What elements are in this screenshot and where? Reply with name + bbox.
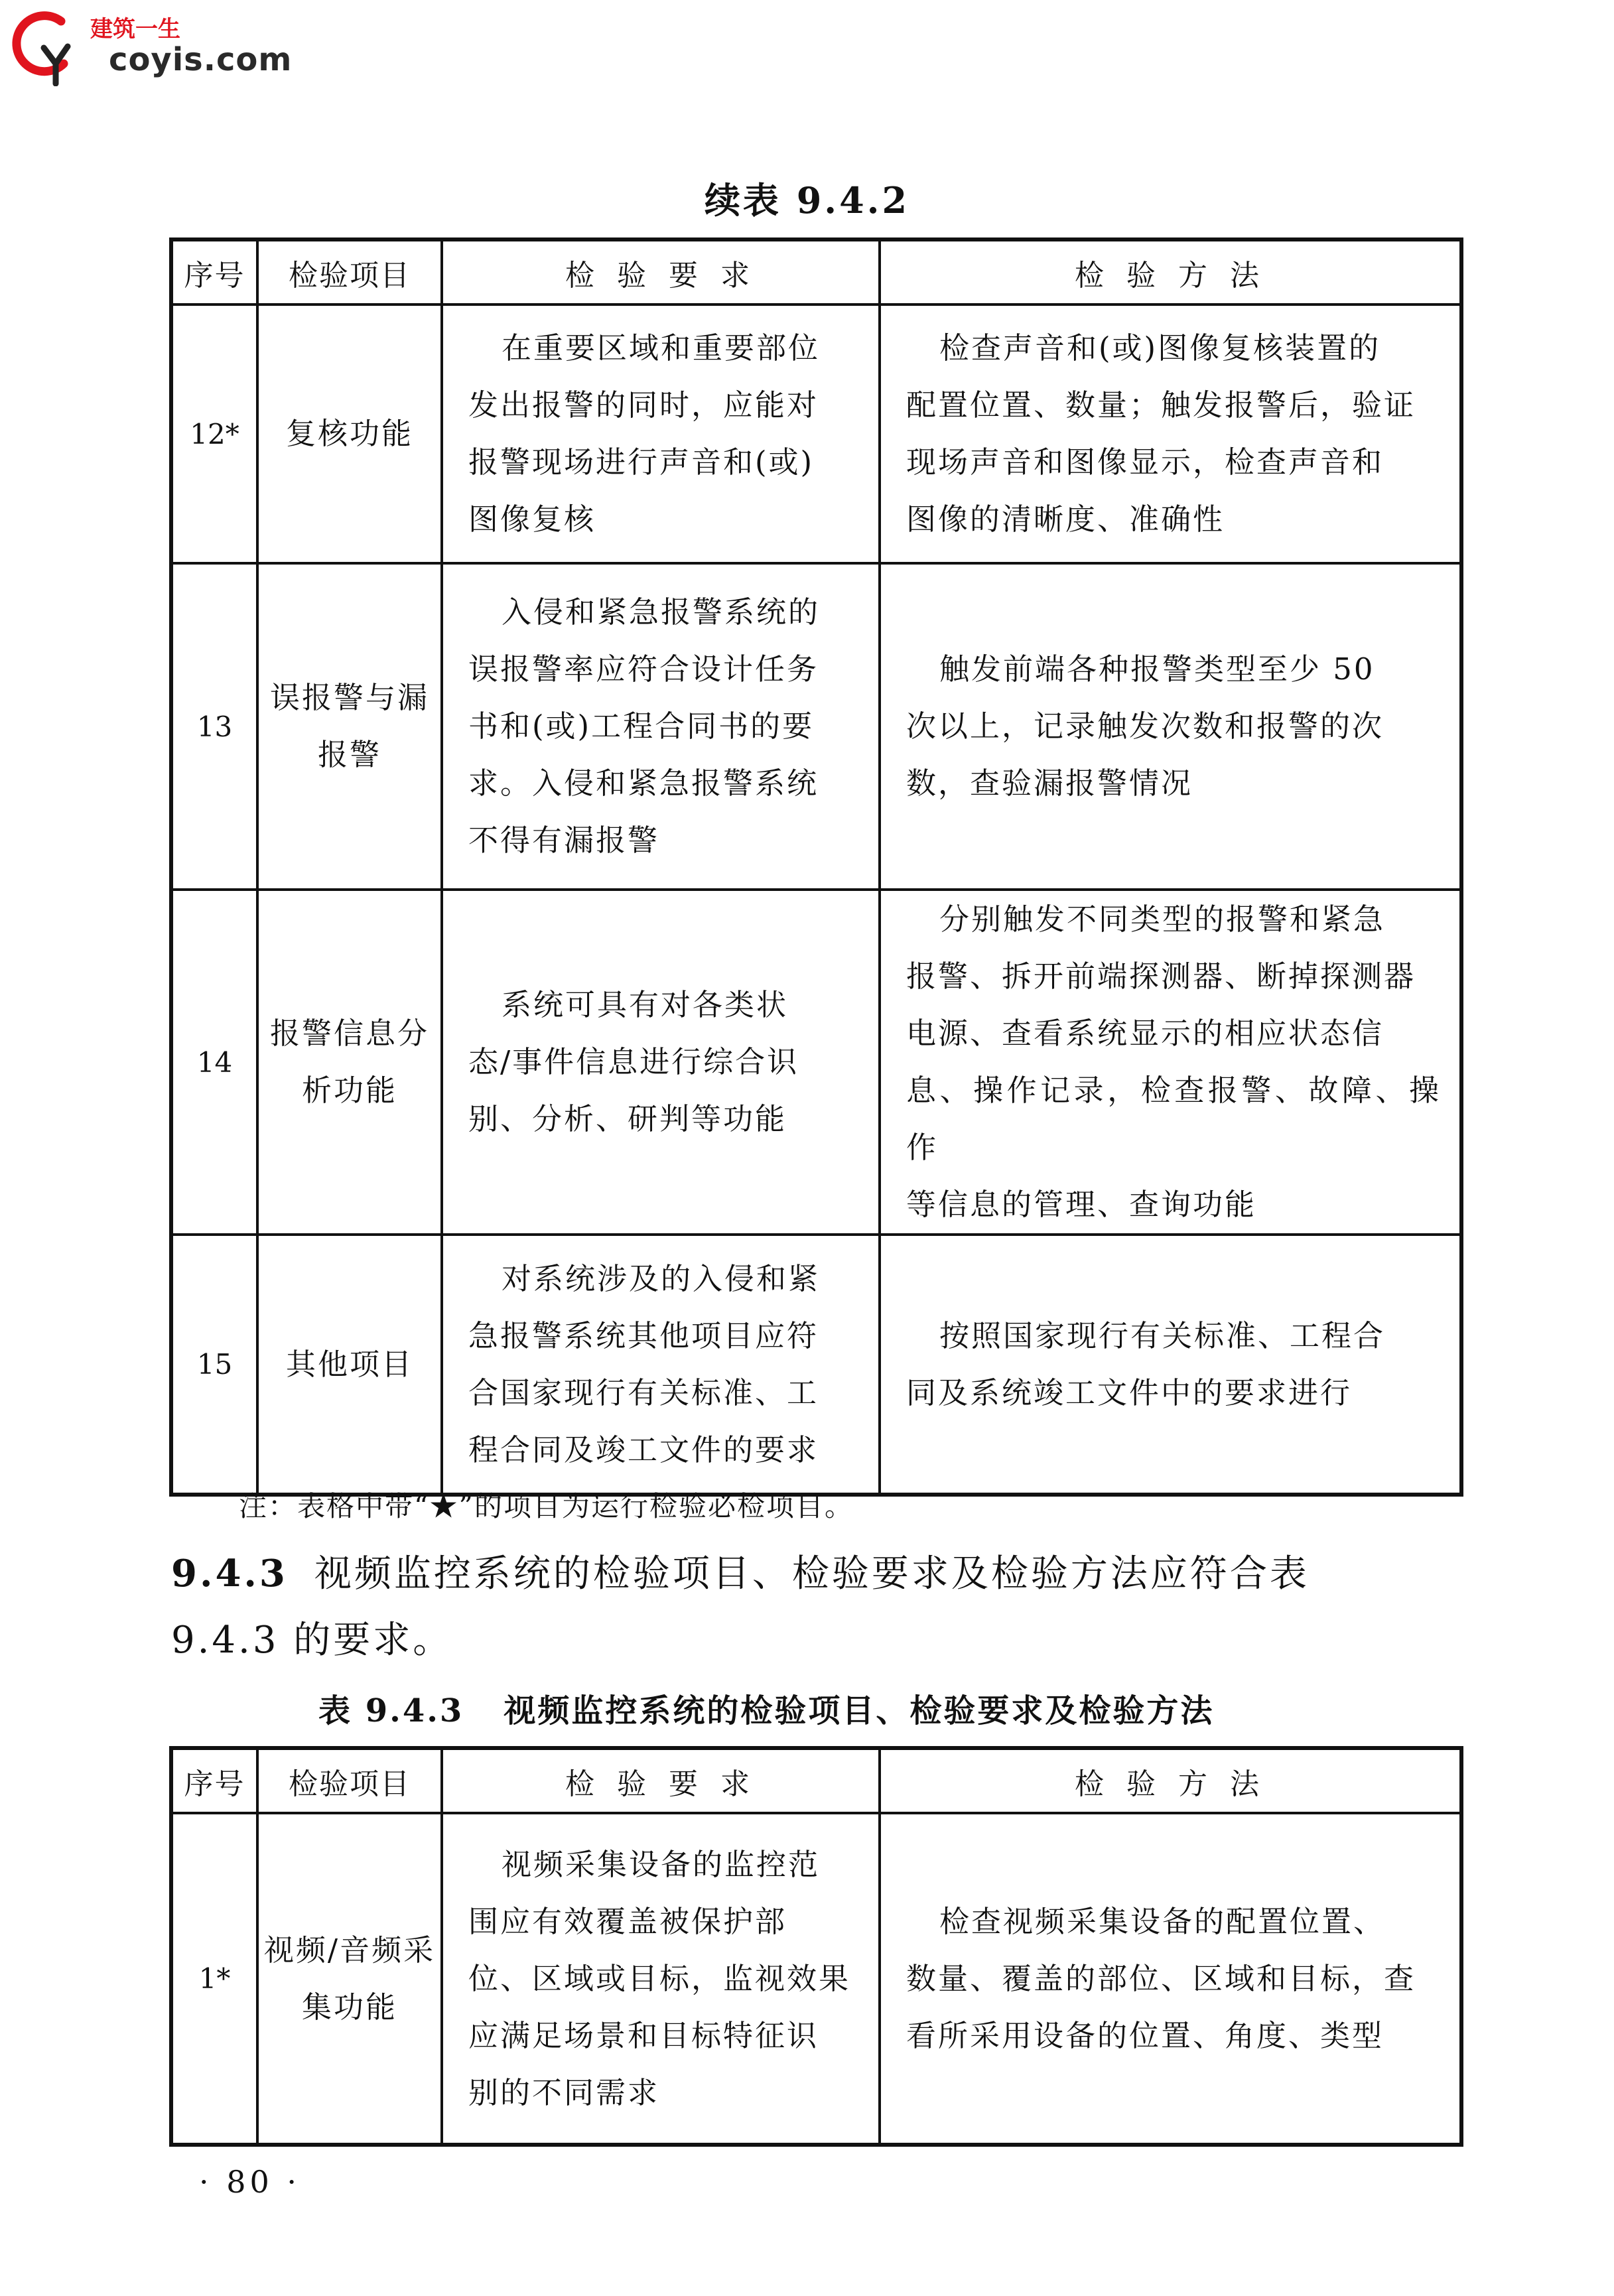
video-surveillance-inspection-table xyxy=(169,1746,1463,2147)
inspection-item xyxy=(257,890,442,1235)
cell-line: 系统可具有对各类状 xyxy=(502,987,789,1022)
cell-line: 采集功能 xyxy=(301,1932,436,2025)
cell-line: 入侵和紧急报警系统的 xyxy=(502,594,821,630)
requirement-cell xyxy=(442,1813,880,2145)
table-caption xyxy=(318,1685,1214,1731)
cell-line: 视频/音频 xyxy=(263,1932,404,1968)
cell-line: 对系统涉及的入侵和紧 xyxy=(502,1260,821,1296)
logo-text-cn: 建筑一生 xyxy=(90,16,180,42)
cell-line: 现场声音和图像显示，检查声音和 xyxy=(906,444,1384,480)
cell-line: 同及系统竣工文件中的要求进行 xyxy=(906,1375,1353,1410)
requirement-cell xyxy=(442,304,880,563)
clause-text-line1: 视频监控系统的检验项目、检验要求及检验方法应符合表 xyxy=(314,1552,1310,1595)
method-cell xyxy=(880,1235,1461,1495)
requirement-cell xyxy=(442,1235,880,1495)
header-cell: 检 验 方 法 xyxy=(880,239,1461,304)
cell-line: 电源、查看系统显示的相应状态信 xyxy=(906,1016,1384,1051)
cell-line: 态/事件信息进行综合识 xyxy=(468,1044,799,1079)
header-cell: 检验项目 xyxy=(257,1748,442,1813)
table-header-row xyxy=(171,239,1461,304)
site-logo xyxy=(9,7,293,86)
cell-line: 合国家现行有关标准、工 xyxy=(468,1375,819,1410)
cell-line: 检查视频采集设备的配置位置、 xyxy=(939,1903,1386,1939)
cell-line: 在重要区域和重要部位 xyxy=(502,330,821,366)
cell-line: 误报警与 xyxy=(269,680,397,715)
row-number: 1* xyxy=(171,1813,257,2145)
table-caption-title: 视频监控系统的检验项目、检验要求及检验方法 xyxy=(504,1692,1215,1729)
cell-line: 报警、拆开前端探测器、断掉探测器 xyxy=(906,959,1416,994)
method-cell xyxy=(880,890,1461,1235)
cell-line: 应满足场景和目标特征识 xyxy=(468,2017,819,2053)
requirement-cell xyxy=(442,890,880,1235)
method-cell xyxy=(880,304,1461,563)
page-number: · 80 · xyxy=(199,2164,301,2200)
cell-line: 看所采用设备的位置、角度、类型 xyxy=(906,2017,1384,2053)
cell-line: 报警信息 xyxy=(269,1016,397,1051)
clause-number: 9.4.3 xyxy=(171,1552,288,1595)
row-number: 13 xyxy=(171,563,257,890)
header-cell: 序号 xyxy=(171,239,257,304)
cell-line: 报警现场进行声音和(或) xyxy=(468,444,815,480)
table-row xyxy=(171,890,1461,1235)
clause-paragraph-continued xyxy=(171,1611,452,1664)
cell-line: 复核功能 xyxy=(285,416,413,451)
logo-text-en: coyis.com xyxy=(109,41,293,78)
cell-line: 触发前端各种报警类型至少 50 xyxy=(939,651,1375,687)
header-cell: 检 验 方 法 xyxy=(880,1748,1461,1813)
clause-text-line2: 9.4.3 的要求。 xyxy=(171,1619,453,1662)
cell-line: 程合同及竣工文件的要求 xyxy=(468,1432,819,1467)
cell-line: 数量、覆盖的部位、区域和目标，查 xyxy=(906,1960,1416,1996)
table-row xyxy=(171,563,1461,890)
cell-line: 检查声音和(或)图像复核装置的 xyxy=(939,330,1381,366)
header-cell: 检 验 要 求 xyxy=(442,1748,880,1813)
cell-line: 别的不同需求 xyxy=(468,2074,660,2110)
row-number: 15 xyxy=(171,1235,257,1495)
cell-line: 视频采集设备的监控范 xyxy=(502,1846,821,1882)
requirement-cell xyxy=(442,563,880,890)
inspection-table-continued xyxy=(169,237,1463,1497)
table-row xyxy=(171,1813,1461,2145)
table-caption: 续表 9.4.2 xyxy=(704,179,910,222)
cell-line: 求。入侵和紧急报警系统 xyxy=(468,766,819,801)
inspection-item xyxy=(257,1813,442,2145)
cell-line: 发出报警的同时，应能对 xyxy=(468,387,819,423)
cell-line: 漏报警 xyxy=(317,680,430,772)
table-note: 注：表格中带“★”的项目为运行检验必检项目。 xyxy=(239,1490,854,1522)
header-cell: 检 验 要 求 xyxy=(442,239,880,304)
cell-line: 误报警率应符合设计任务 xyxy=(468,651,819,687)
cell-line: 位、区域或目标，监视效果 xyxy=(468,1960,851,1996)
inspection-item xyxy=(257,563,442,890)
cell-line: 别、分析、研判等功能 xyxy=(468,1101,787,1136)
cell-line: 急报警系统其他项目应符 xyxy=(468,1317,819,1353)
cell-line: 图像的清晰度、准确性 xyxy=(906,502,1225,537)
cell-line: 按照国家现行有关标准、工程合 xyxy=(939,1317,1386,1353)
cell-line: 书和(或)工程合同书的要 xyxy=(468,709,815,744)
cell-line: 配置位置、数量；触发报警后，验证 xyxy=(906,387,1416,423)
cell-line: 不得有漏报警 xyxy=(468,823,660,858)
cell-line: 图像复核 xyxy=(468,502,596,537)
cell-line: 分析功能 xyxy=(301,1016,430,1108)
table-row xyxy=(171,1235,1461,1495)
cell-line: 分别触发不同类型的报警和紧急 xyxy=(939,902,1386,937)
cell-line: 数，查验漏报警情况 xyxy=(906,766,1193,801)
cell-line: 等信息的管理、查询功能 xyxy=(906,1187,1257,1222)
row-number: 12* xyxy=(171,304,257,563)
header-cell: 检验项目 xyxy=(257,239,442,304)
inspection-item xyxy=(257,304,442,563)
clause-paragraph xyxy=(171,1544,1310,1597)
header-cell: 序号 xyxy=(171,1748,257,1813)
method-cell xyxy=(880,563,1461,890)
method-cell xyxy=(880,1813,1461,2145)
cell-line: 其他项目 xyxy=(285,1346,413,1382)
logo-mark-icon xyxy=(9,7,82,86)
inspection-item xyxy=(257,1235,442,1495)
table-caption-number: 表 9.4.3 xyxy=(318,1692,464,1729)
table-header-row xyxy=(171,1748,1461,1813)
row-number: 14 xyxy=(171,890,257,1235)
cell-line: 围应有效覆盖被保护部 xyxy=(468,1903,787,1939)
cell-line: 次以上，记录触发次数和报警的次 xyxy=(906,709,1384,744)
table-row xyxy=(171,304,1461,563)
cell-line: 息、操作记录，检查报警、故障、操作 xyxy=(906,1073,1441,1165)
